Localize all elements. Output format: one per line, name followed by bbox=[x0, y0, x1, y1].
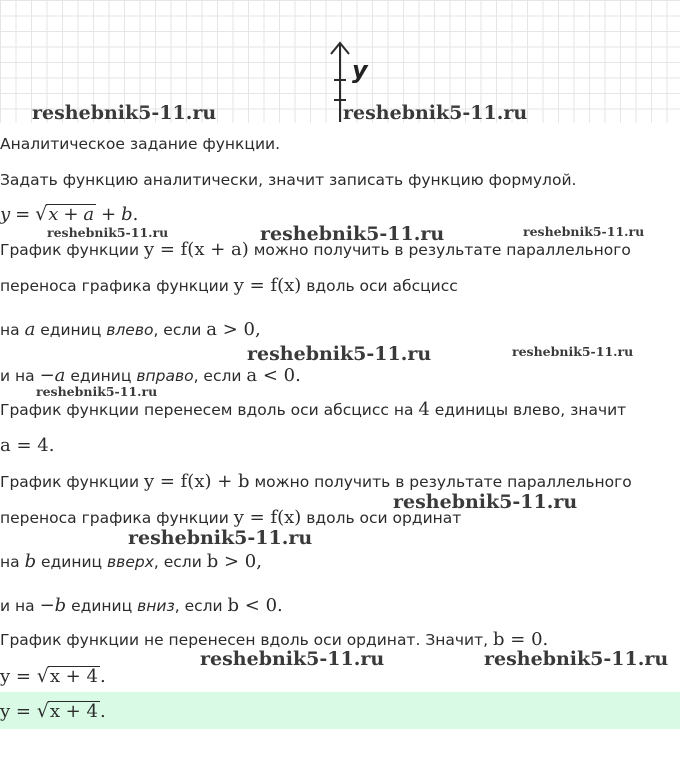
formula-result: y = √x + 4 . bbox=[0, 665, 106, 687]
sqrt-symbol: √x + a bbox=[35, 203, 95, 225]
watermark: reshebnik5-11.ru bbox=[523, 224, 645, 239]
text-line: переноса графика функции y = f(x) вдоль оси абсцисс bbox=[0, 275, 458, 296]
formula-general: y = √x + a + b. bbox=[0, 203, 139, 225]
text-line: График функции не перенесен вдоль оси ординат. Значит, b = 0. bbox=[0, 629, 549, 650]
answer-box bbox=[0, 692, 680, 729]
watermark: reshebnik5-11.ru bbox=[343, 102, 528, 124]
watermark: reshebnik5-11.ru bbox=[247, 343, 432, 365]
sqrt-symbol: √x + 4 bbox=[36, 665, 98, 687]
text-line: Задать функцию аналитически, значит записать функцию формулой. bbox=[0, 171, 577, 189]
watermark: reshebnik5-11.ru bbox=[36, 384, 158, 399]
text-line: Аналитическое задание функции. bbox=[0, 135, 281, 153]
text-line: и на −a единиц вправо, если a < 0. bbox=[0, 365, 301, 386]
text-line: на b единиц вверх, если b > 0, bbox=[0, 551, 262, 572]
answer-formula: y = √x + 4 . bbox=[0, 700, 106, 722]
watermark: reshebnik5-11.ru bbox=[200, 648, 385, 670]
watermark: reshebnik5-11.ru bbox=[260, 223, 445, 245]
sqrt-symbol: √x + 4 bbox=[36, 700, 98, 722]
text-line: переноса графика функции y = f(x) вдоль оси ординат bbox=[0, 507, 462, 528]
watermark: reshebnik5-11.ru bbox=[47, 225, 169, 240]
text-line: График функции y = f(x) + b можно получить в результате параллельного bbox=[0, 471, 632, 492]
watermark: reshebnik5-11.ru bbox=[484, 648, 669, 670]
watermark: reshebnik5-11.ru bbox=[32, 102, 217, 124]
text-line: График функции перенесем вдоль оси абсцисс на 4 единицы влево, значит bbox=[0, 399, 627, 420]
watermark: reshebnik5-11.ru bbox=[512, 344, 634, 359]
text-line: на a единиц влево, если a > 0, bbox=[0, 319, 261, 340]
text-line: График функции y = f(x + a) можно получить в результате параллельного bbox=[0, 239, 631, 260]
y-axis-label: y bbox=[352, 56, 368, 84]
text-line: a = 4. bbox=[0, 435, 55, 456]
text-line: и на −b единиц вниз, если b < 0. bbox=[0, 595, 283, 616]
watermark: reshebnik5-11.ru bbox=[128, 527, 313, 549]
watermark: reshebnik5-11.ru bbox=[393, 491, 578, 513]
